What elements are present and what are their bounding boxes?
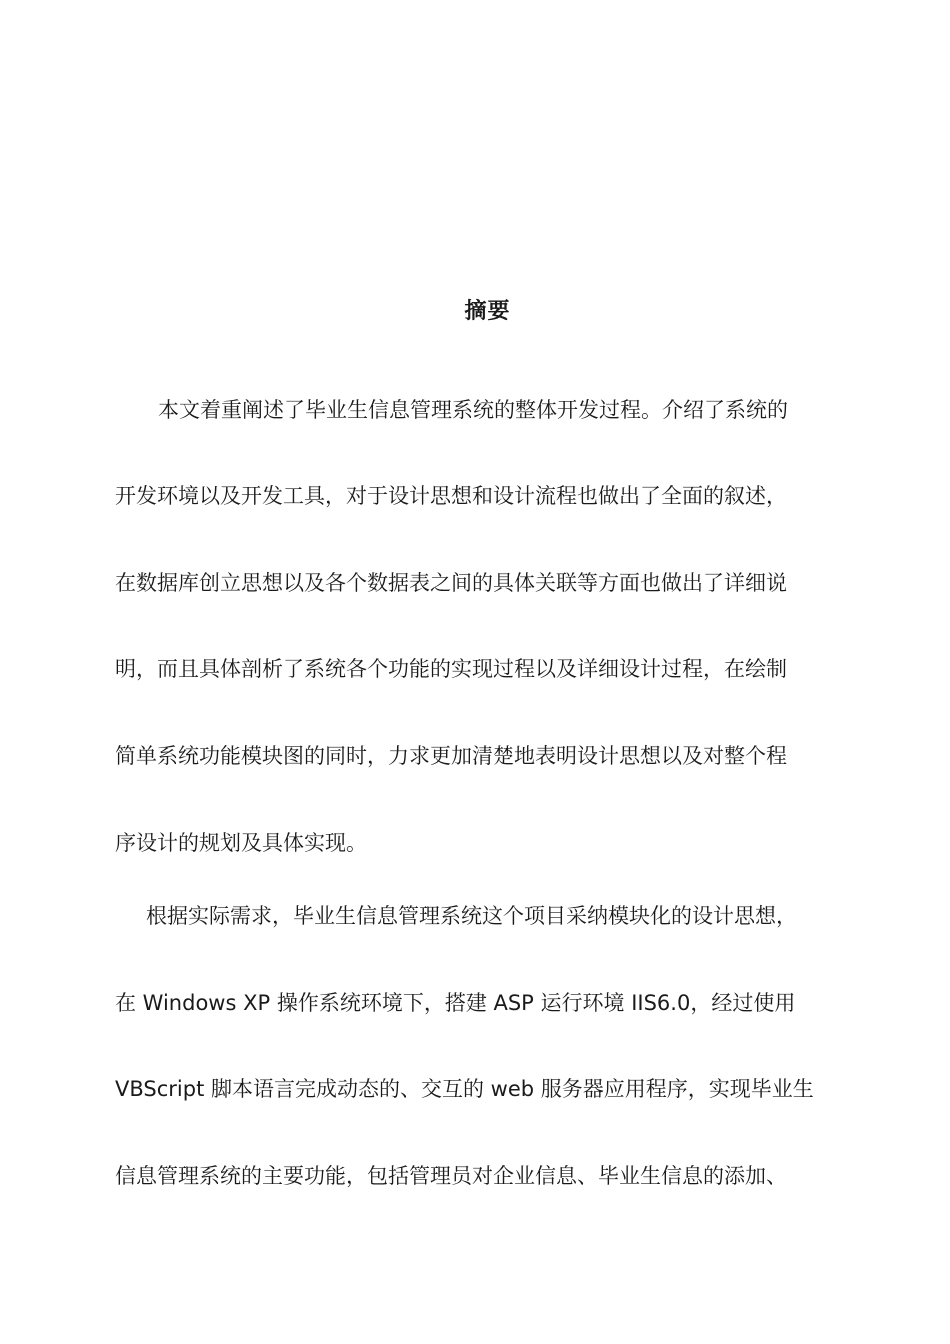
paragraph-1-line-6: 序设计的规划及具体实现。 — [115, 831, 367, 855]
paragraph-2-line-3: VBScript 脚本语言完成动态的、交互的 web 服务器应用程序，实现毕业生 — [115, 1077, 814, 1101]
paragraph-1-line-2: 开发环境以及开发工具，对于设计思想和设计流程也做出了全面的叙述， — [115, 484, 787, 508]
abstract-title: 摘要 — [464, 299, 511, 324]
paragraph-1-line-4: 明，而且具体剖析了系统各个功能的实现过程以及详细设计过程，在绘制 — [115, 657, 787, 681]
paragraph-2-line-2: 在 Windows XP 操作系统环境下，搭建 ASP 运行环境 IIS6.0，经过使用 — [115, 991, 796, 1015]
paragraph-2-line-4: 信息管理系统的主要功能，包括管理员对企业信息、毕业生信息的添加、 — [115, 1164, 787, 1188]
paragraph-2-line-1: 根据实际需求，毕业生信息管理系统这个项目采纳模块化的设计思想， — [146, 904, 797, 928]
paragraph-1-line-3: 在数据库创立思想以及各个数据表之间的具体关联等方面也做出了详细说 — [115, 571, 787, 595]
paragraph-1-line-5: 简单系统功能模块图的同时，力求更加清楚地表明设计思想以及对整个程 — [115, 744, 787, 768]
paragraph-1-line-1: 本文着重阐述了毕业生信息管理系统的整体开发过程。介绍了系统的 — [158, 398, 788, 422]
